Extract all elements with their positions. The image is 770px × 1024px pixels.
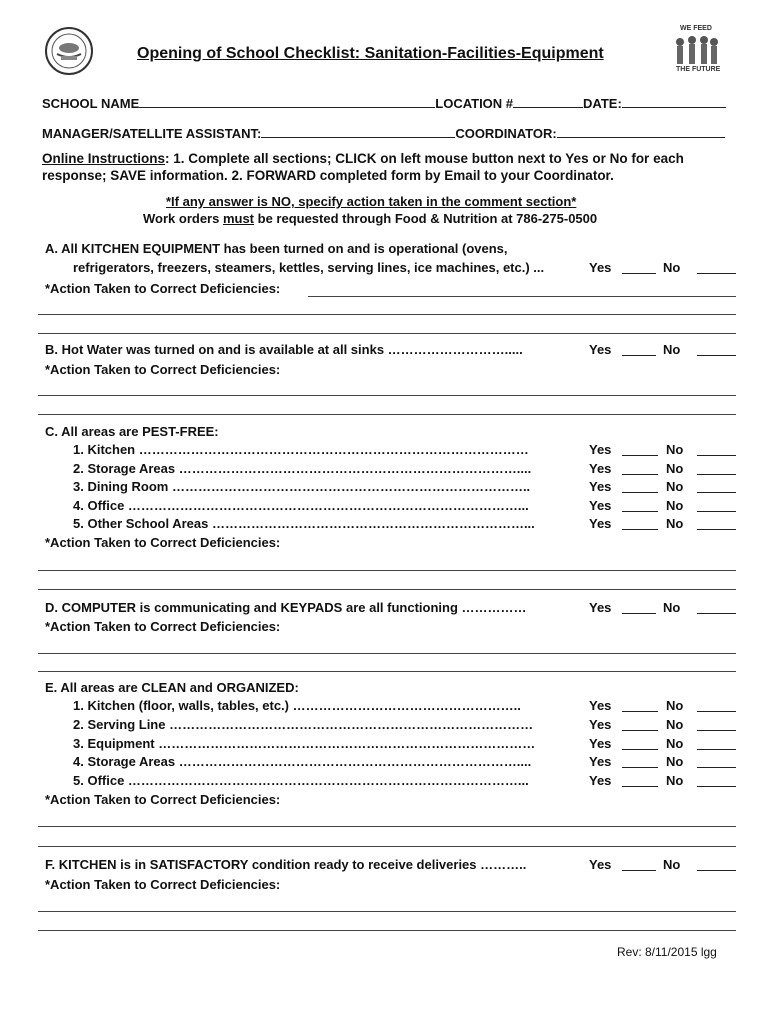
yes-label: Yes xyxy=(589,342,612,357)
yes-checkbox[interactable] xyxy=(622,529,658,530)
list-item: 2. Serving Line ………………………………………………………………………… xyxy=(73,717,534,732)
no-label: No xyxy=(666,754,684,769)
section-c-comment-line-2[interactable] xyxy=(38,589,736,590)
yes-label: Yes xyxy=(589,442,612,457)
section-e-action-label: *Action Taken to Correct Deficiencies: xyxy=(45,792,281,807)
page-title: Opening of School Checklist: Sanitation-Facilities-Equipment xyxy=(137,45,604,62)
no-label: No xyxy=(666,442,684,457)
no-checkbox[interactable] xyxy=(697,355,736,356)
no-checkbox[interactable] xyxy=(697,786,736,787)
section-d-comment-line-2[interactable] xyxy=(38,671,736,672)
work-orders-pre: Work orders xyxy=(143,211,223,226)
yes-checkbox[interactable] xyxy=(622,749,658,750)
no-label: No xyxy=(663,260,681,275)
section-a-action-field[interactable] xyxy=(308,296,736,297)
list-item: 3. Dining Room ……………………………………………………………………….. xyxy=(73,479,531,494)
section-b-comment-line-2[interactable] xyxy=(38,414,736,415)
no-checkbox[interactable] xyxy=(697,492,736,493)
no-label: No xyxy=(666,717,684,732)
list-item: 3. Equipment …………………………………………………………………………… xyxy=(73,736,536,751)
manager-label: MANAGER/SATELLITE ASSISTANT: xyxy=(42,126,262,141)
work-orders-note xyxy=(143,211,597,226)
no-checkbox[interactable] xyxy=(697,474,736,475)
list-item: 4. Office ………………………………………………………………………………... xyxy=(73,498,529,513)
school-board-seal-logo xyxy=(44,26,94,76)
section-a-action-label: *Action Taken to Correct Deficiencies: xyxy=(45,281,281,296)
section-e-heading: E. All areas are CLEAN and ORGANIZED: xyxy=(45,680,299,695)
no-checkbox[interactable] xyxy=(697,870,736,871)
school-name-field[interactable] xyxy=(139,95,435,108)
no-label: No xyxy=(666,479,684,494)
location-field[interactable] xyxy=(513,95,583,108)
no-checkbox[interactable] xyxy=(697,730,736,731)
yes-label: Yes xyxy=(589,498,612,513)
yes-label: Yes xyxy=(589,736,612,751)
section-a-line-1: A. All KITCHEN EQUIPMENT has been turned on and is operational (ovens, xyxy=(45,241,508,256)
yes-label: Yes xyxy=(589,857,612,872)
yes-label: Yes xyxy=(589,717,612,732)
location-label: LOCATION # xyxy=(435,96,514,111)
no-checkbox[interactable] xyxy=(697,711,736,712)
section-b-comment-line-1[interactable] xyxy=(38,395,736,396)
yes-checkbox[interactable] xyxy=(622,786,658,787)
no-label: No xyxy=(666,461,684,476)
no-checkbox[interactable] xyxy=(697,749,736,750)
no-label: No xyxy=(666,698,684,713)
no-label: No xyxy=(666,736,684,751)
online-instructions xyxy=(42,150,684,184)
school-info-row xyxy=(42,95,726,111)
yes-checkbox[interactable] xyxy=(622,492,658,493)
section-a-comment-line-1[interactable] xyxy=(38,314,736,315)
yes-checkbox[interactable] xyxy=(622,455,658,456)
no-answer-note: *If any answer is NO, specify action taken in the comment section* xyxy=(166,194,577,209)
section-b-action-label: *Action Taken to Correct Deficiencies: xyxy=(45,362,281,377)
section-a-line-2: refrigerators, freezers, steamers, kettles, serving lines, ice machines, etc.) ... xyxy=(73,260,545,275)
yes-checkbox[interactable] xyxy=(622,767,658,768)
no-checkbox[interactable] xyxy=(697,767,736,768)
section-b-line-1: B. Hot Water was turned on and is available at all sinks ………………………..... xyxy=(45,342,523,357)
work-orders-must: must xyxy=(222,211,255,226)
school-name-label: SCHOOL NAME xyxy=(42,96,140,111)
section-d-line-1: D. COMPUTER is communicating and KEYPADS are all functioning …………… xyxy=(45,600,527,615)
section-e-comment-line-2[interactable] xyxy=(38,846,736,847)
no-label: No xyxy=(666,516,684,531)
section-c-action-label: *Action Taken to Correct Deficiencies: xyxy=(45,535,281,550)
section-f-line-1: F. KITCHEN is in SATISFACTORY condition ready to receive deliveries ……….. xyxy=(45,857,527,872)
section-c-heading: C. All areas are PEST-FREE: xyxy=(45,424,219,439)
section-f-action-label: *Action Taken to Correct Deficiencies: xyxy=(45,877,281,892)
yes-checkbox[interactable] xyxy=(622,474,658,475)
section-a-comment-line-2[interactable] xyxy=(38,333,736,334)
section-e-comment-line-1[interactable] xyxy=(38,826,736,827)
section-d-comment-line-1[interactable] xyxy=(38,653,736,654)
instructions-text-1: : 1. Complete all sections; CLICK on left mouse button next to Yes or No for each xyxy=(165,151,684,166)
list-item: 1. Kitchen (floor, walls, tables, etc.) …………………………………………….. xyxy=(73,698,521,713)
no-label: No xyxy=(663,857,681,872)
section-f-comment-line-1[interactable] xyxy=(38,911,736,912)
no-checkbox[interactable] xyxy=(697,613,736,614)
list-item: 5. Office ………………………………………………………………………………... xyxy=(73,773,529,788)
yes-label: Yes xyxy=(589,479,612,494)
no-checkbox[interactable] xyxy=(697,511,736,512)
no-checkbox[interactable] xyxy=(697,455,736,456)
coordinator-label: COORDINATOR: xyxy=(455,126,557,141)
no-label: No xyxy=(666,773,684,788)
staff-info-row xyxy=(42,125,725,141)
no-checkbox[interactable] xyxy=(697,529,736,530)
no-label: No xyxy=(663,342,681,357)
list-item: 1. Kitchen ……………………………………………………………………………… xyxy=(73,442,529,457)
yes-label: Yes xyxy=(589,260,612,275)
date-field[interactable] xyxy=(622,95,726,108)
section-d-action-label: *Action Taken to Correct Deficiencies: xyxy=(45,619,281,634)
yes-checkbox[interactable] xyxy=(622,711,658,712)
yes-checkbox[interactable] xyxy=(622,870,656,871)
manager-field[interactable] xyxy=(261,125,455,138)
yes-checkbox[interactable] xyxy=(622,511,658,512)
coordinator-field[interactable] xyxy=(557,125,725,138)
no-label: No xyxy=(663,600,681,615)
we-feed-the-future-logo xyxy=(668,26,724,76)
yes-checkbox[interactable] xyxy=(622,355,656,356)
logo-text-bottom: THE FUTURE xyxy=(676,66,721,73)
yes-label: Yes xyxy=(589,698,612,713)
no-checkbox[interactable] xyxy=(697,273,736,274)
yes-label: Yes xyxy=(589,773,612,788)
section-f-comment-line-2[interactable] xyxy=(38,930,736,931)
yes-checkbox[interactable] xyxy=(622,273,656,274)
revision-note: Rev: 8/11/2015 lgg xyxy=(617,945,717,959)
logo-text-top: WE FEED xyxy=(680,25,712,32)
yes-checkbox[interactable] xyxy=(622,730,658,731)
instructions-label: Online Instructions xyxy=(42,151,166,166)
section-c-comment-line-1[interactable] xyxy=(38,570,736,571)
no-label: No xyxy=(666,498,684,513)
yes-label: Yes xyxy=(589,600,612,615)
work-orders-post: be requested through Food & Nutrition at 786-275-0500 xyxy=(254,211,598,226)
list-item: 5. Other School Areas ………………………………………………………………... xyxy=(73,516,535,531)
yes-label: Yes xyxy=(589,516,612,531)
list-item: 4. Storage Areas …………………………………………………………………….... xyxy=(73,754,532,769)
yes-checkbox[interactable] xyxy=(622,613,656,614)
list-item: 2. Storage Areas …………………………………………………………………….... xyxy=(73,461,532,476)
instructions-text-2: response; SAVE information. 2. FORWARD completed form by Email to your Coordinator. xyxy=(42,168,614,183)
yes-label: Yes xyxy=(589,461,612,476)
date-label: DATE: xyxy=(583,96,622,111)
yes-label: Yes xyxy=(589,754,612,769)
